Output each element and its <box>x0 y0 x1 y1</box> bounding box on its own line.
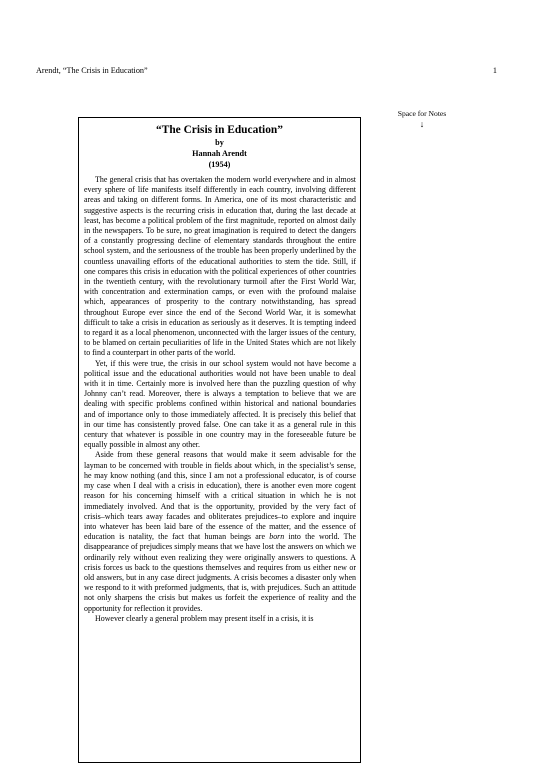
paragraph-1: The general crisis that has overtaken the modern world everywhere and in almost every sphere of life manifests itself differently in each country, involving different areas and taking on different forms. In America, one of its most characteristic and suggestive aspects is the recurring crisis in education that, during the last decade at least, has become a political problem of the first magnitude, reported on almost daily in the newspapers. To be sure, no great imagination is required to detect the dangers of a constantly progressing decline of elementary standards throughout the entire school system, and the seriousness of the trouble has been properly underlined by the countless unavailing efforts of the educational authorities to stem the tide. Still, if one compares this crisis in education with the political experiences of other countries in the twentieth century, with the revolutionary turmoil after the First World War, with concentration and extermination camps, or even with the profound malaise which, appearances of prosperity to the contrary notwithstanding, has spread throughout Europe ever since the end of the Second World War, it is somewhat difficult to take a crisis in education as seriously as it deserves. It is tempting indeed to regard it as a local phenomenon, unconnected with the larger issues of the century, to be blamed on certain peculiarities of life in the United States which are not likely to find a counterpart in other parts of the world. <box>84 175 356 358</box>
paragraph-3 <box>84 450 356 613</box>
author-name: Hannah Arendt <box>192 148 247 158</box>
paragraph-2: Yet, if this were true, the crisis in our school system would not have become a political issue and the educational authorities would not have been unable to deal with it in time. Certainly more is involved here than the puzzling question of why Johnny can’t read. Moreover, there is always a temptation to believe that we are dealing with specific problems confined within historical and national boundaries and of importance only to those immediately affected. It is precisely this belief that in our time has consistently proved false. One can take it as a general rule in this century that whatever is possible in one country may in the foreseeable future be equally possible in almost any other. <box>84 358 356 450</box>
paragraph-3-part-1: Aside from these general reasons that would make it seem advisable for the layman to be concerned with trouble in fields about which, in the specialist’s sense, he may know nothing (and this, since I am not a professional educator, is of course my case when I deal with a crisis in education), there is another even more cogent reason for his concerning himself with a critical situation in which he is not immediately involved. And that is the opportunity, provided by the very fact of crisis–which tears away facades and obliterates prejudices–to explore and inquire into whatever has been laid bare of the essence of the matter, and the essence of education is natality, the fact that human beings are <box>84 450 356 542</box>
body-text <box>84 175 356 624</box>
notes-label-text: Space for Notes <box>397 109 447 118</box>
italic-born: born <box>269 532 285 542</box>
running-header <box>36 66 497 75</box>
publication-year: (1954) <box>208 159 231 169</box>
down-arrow-icon: ↓ <box>419 119 425 129</box>
document-title: “The Crisis in Education” <box>156 124 283 136</box>
paragraph-4: However clearly a general problem may present itself in a crisis, it is <box>95 613 314 623</box>
byline <box>79 138 360 170</box>
by-label: by <box>215 138 224 147</box>
notes-margin-label <box>386 109 458 129</box>
page-number: 1 <box>492 66 497 75</box>
text-frame <box>78 117 361 763</box>
paragraph-3-part-2: into the world. The disappearance of prejudices simply means that we have lost the answers on which we ordinarily rely without even realizing they were originally answers to questions. A crisis forces us back to the questions themselves and requires from us either new or old answers, but in any case direct judgments. A crisis becomes a disaster only when we respond to it with preformed judgments, that is, with prejudices. Such an attitude not only sharpens the crisis but makes us forfeit the experience of reality and the opportunity for reflection it provides. <box>84 532 356 613</box>
running-title: Arendt, “The Crisis in Education” <box>36 66 148 75</box>
